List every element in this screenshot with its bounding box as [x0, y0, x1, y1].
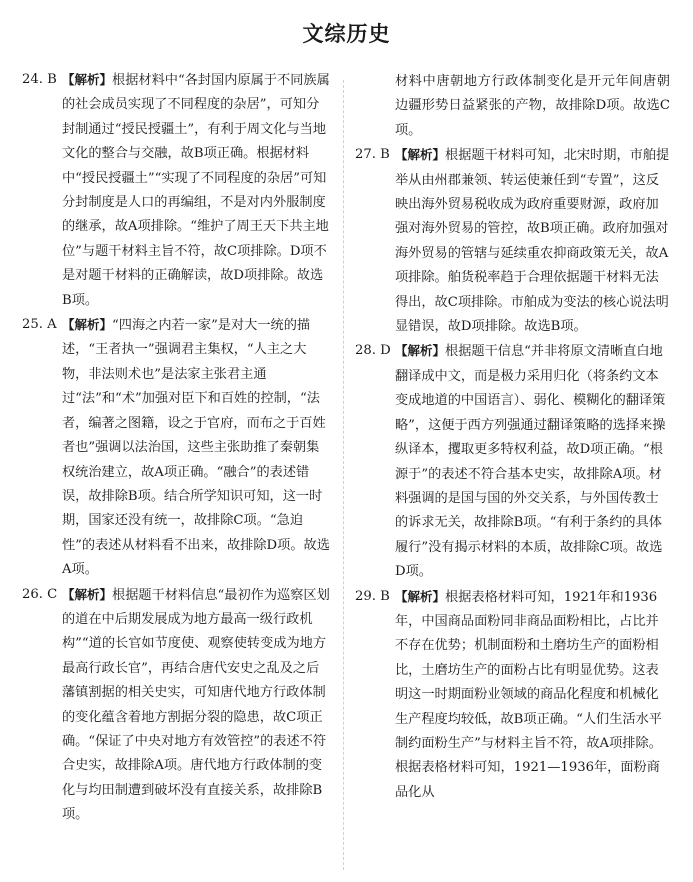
answer-number: 26. C [22, 586, 58, 602]
analysis-tag: 【解析】 [395, 343, 446, 359]
answer-26-continuation: 材料中唐朝地方行政体制变化是开元年间唐朝边疆形势日益紧张的产物，故排除D项。故选C项。 [395, 74, 670, 138]
analysis-tag: 【解析】 [395, 147, 446, 163]
analysis-tag: 【解析】 [395, 588, 446, 604]
analysis-tag: 【解析】 [62, 317, 113, 333]
answer-item-29 [355, 585, 670, 806]
right-column [355, 70, 670, 805]
answer-text: 根据题干材料信息“最初作为巡察区划的道在中后期发展成为地方最高一级行政机构”“道的长官如节度使、观察使转变成为地方最高行政长官”，再结合唐代安史之乱及之后藩镇割据的相关史实，可知唐代地方行政体制的变化蕴含着地方割据分裂的隐患，故C项正确。“保证了中央对地方有效管控”的表述不符合史实，故排除A项。唐代地方行政体制的变化与均田制遭到破坏没有直接关系，故排除B项。 [62, 587, 330, 823]
answer-text: “四海之内若一家”是对大一统的描述，“王者执一”强调君主集权，“人主之大物，非法则术也”是法家主张君主通过“法”和“术”加强对臣下和百姓的控制，“法者，编著之图籍，设之于官府，而布之于百姓者也”强调以法治国，这些主张助推了秦朝集权统治建立，故A项正确。“融合”的表述错误，故排除B项。结合所学知识可知，这一时期，国家还没有统一，故排除C项。“急迫性”的表述从材料看不出来，故排除D项。故选A项。 [62, 318, 330, 578]
answer-text: 根据表格材料可知，1921年和1936年，中国商品面粉同非商品面粉相比，占比并不存在优势；机制面粉和土磨坊生产的面粉相比，土磨坊生产的面粉占比有明显优势。这表明这一时期面粉业领域的商品化程度和机械化生产程度均较低，故B项正确。“人们生活水平制约面粉生产”与材料主旨不符，故A项排除。根据表格材料可知，1921—1936年，面粉商品化从 [395, 589, 662, 800]
answer-item-27 [355, 143, 670, 339]
answer-item-25 [22, 313, 332, 582]
answer-number: 24. B [22, 72, 57, 87]
answer-number: 28. D [355, 343, 391, 359]
answer-item-26 [22, 583, 332, 828]
analysis-tag: 【解析】 [62, 586, 113, 602]
answer-item-28 [355, 339, 670, 584]
answer-number: 29. B [355, 588, 390, 604]
answer-text: 根据题干材料可知，北宋时期，市舶提举从由州郡兼领、转运使兼任到“专置”，这反映出海外贸易税收成为政府重要财源，政府加强对海外贸易的管控，故B项正确。政府加强对海外贸易的管辖与延续重农抑商政策无关，故A项排除。舶货税率趋于合理依据题干材料无法得出，故C项排除。市舶成为变法的核心说法明显错误，故D项排除。故选B项。 [395, 148, 670, 335]
left-column [22, 68, 332, 828]
answer-item-24 [22, 68, 332, 313]
answer-number: 25. A [22, 317, 57, 333]
answer-number: 27. B [355, 147, 390, 163]
answer-text: 根据材料中“各封国内原属于不同族属的社会成员实现了不同程度的杂居”，可知分封制通过“授民授疆土”，有利于周文化与当地文化的整合与交融，故B项正确。根据材料中“授民授疆土”“实现了不同程度的杂居”可知分封制度是人口的再编组，不是对内外服制度的继承，故A项排除。“维护了周王天下共主地位”与题干材料主旨不符，故C项排除。D项不是对题干材料的正确解读，故D项排除。故选B项。 [62, 73, 330, 308]
analysis-tag: 【解析】 [62, 72, 113, 87]
column-divider [343, 80, 344, 870]
answer-text: 根据题干信息“并非将原文清晰直白地翻译成中文，而是极力采用归化（将条约文本变成地道的中国语言）、弱化、模糊化的翻译策略”，这便于西方列强通过翻译策略的选择来操纵译本，攫取更多特权利益，故D项正确。“根源于”的表述不符合基本史实，故排除A项。材料强调的是国与国的外交关系，与外国传教士的诉求无关，故排除B项。“有利于条约的具体履行”没有揭示材料的本质，故排除C项。故选D项。 [395, 344, 666, 580]
page-title: 文综历史 [302, 22, 391, 46]
